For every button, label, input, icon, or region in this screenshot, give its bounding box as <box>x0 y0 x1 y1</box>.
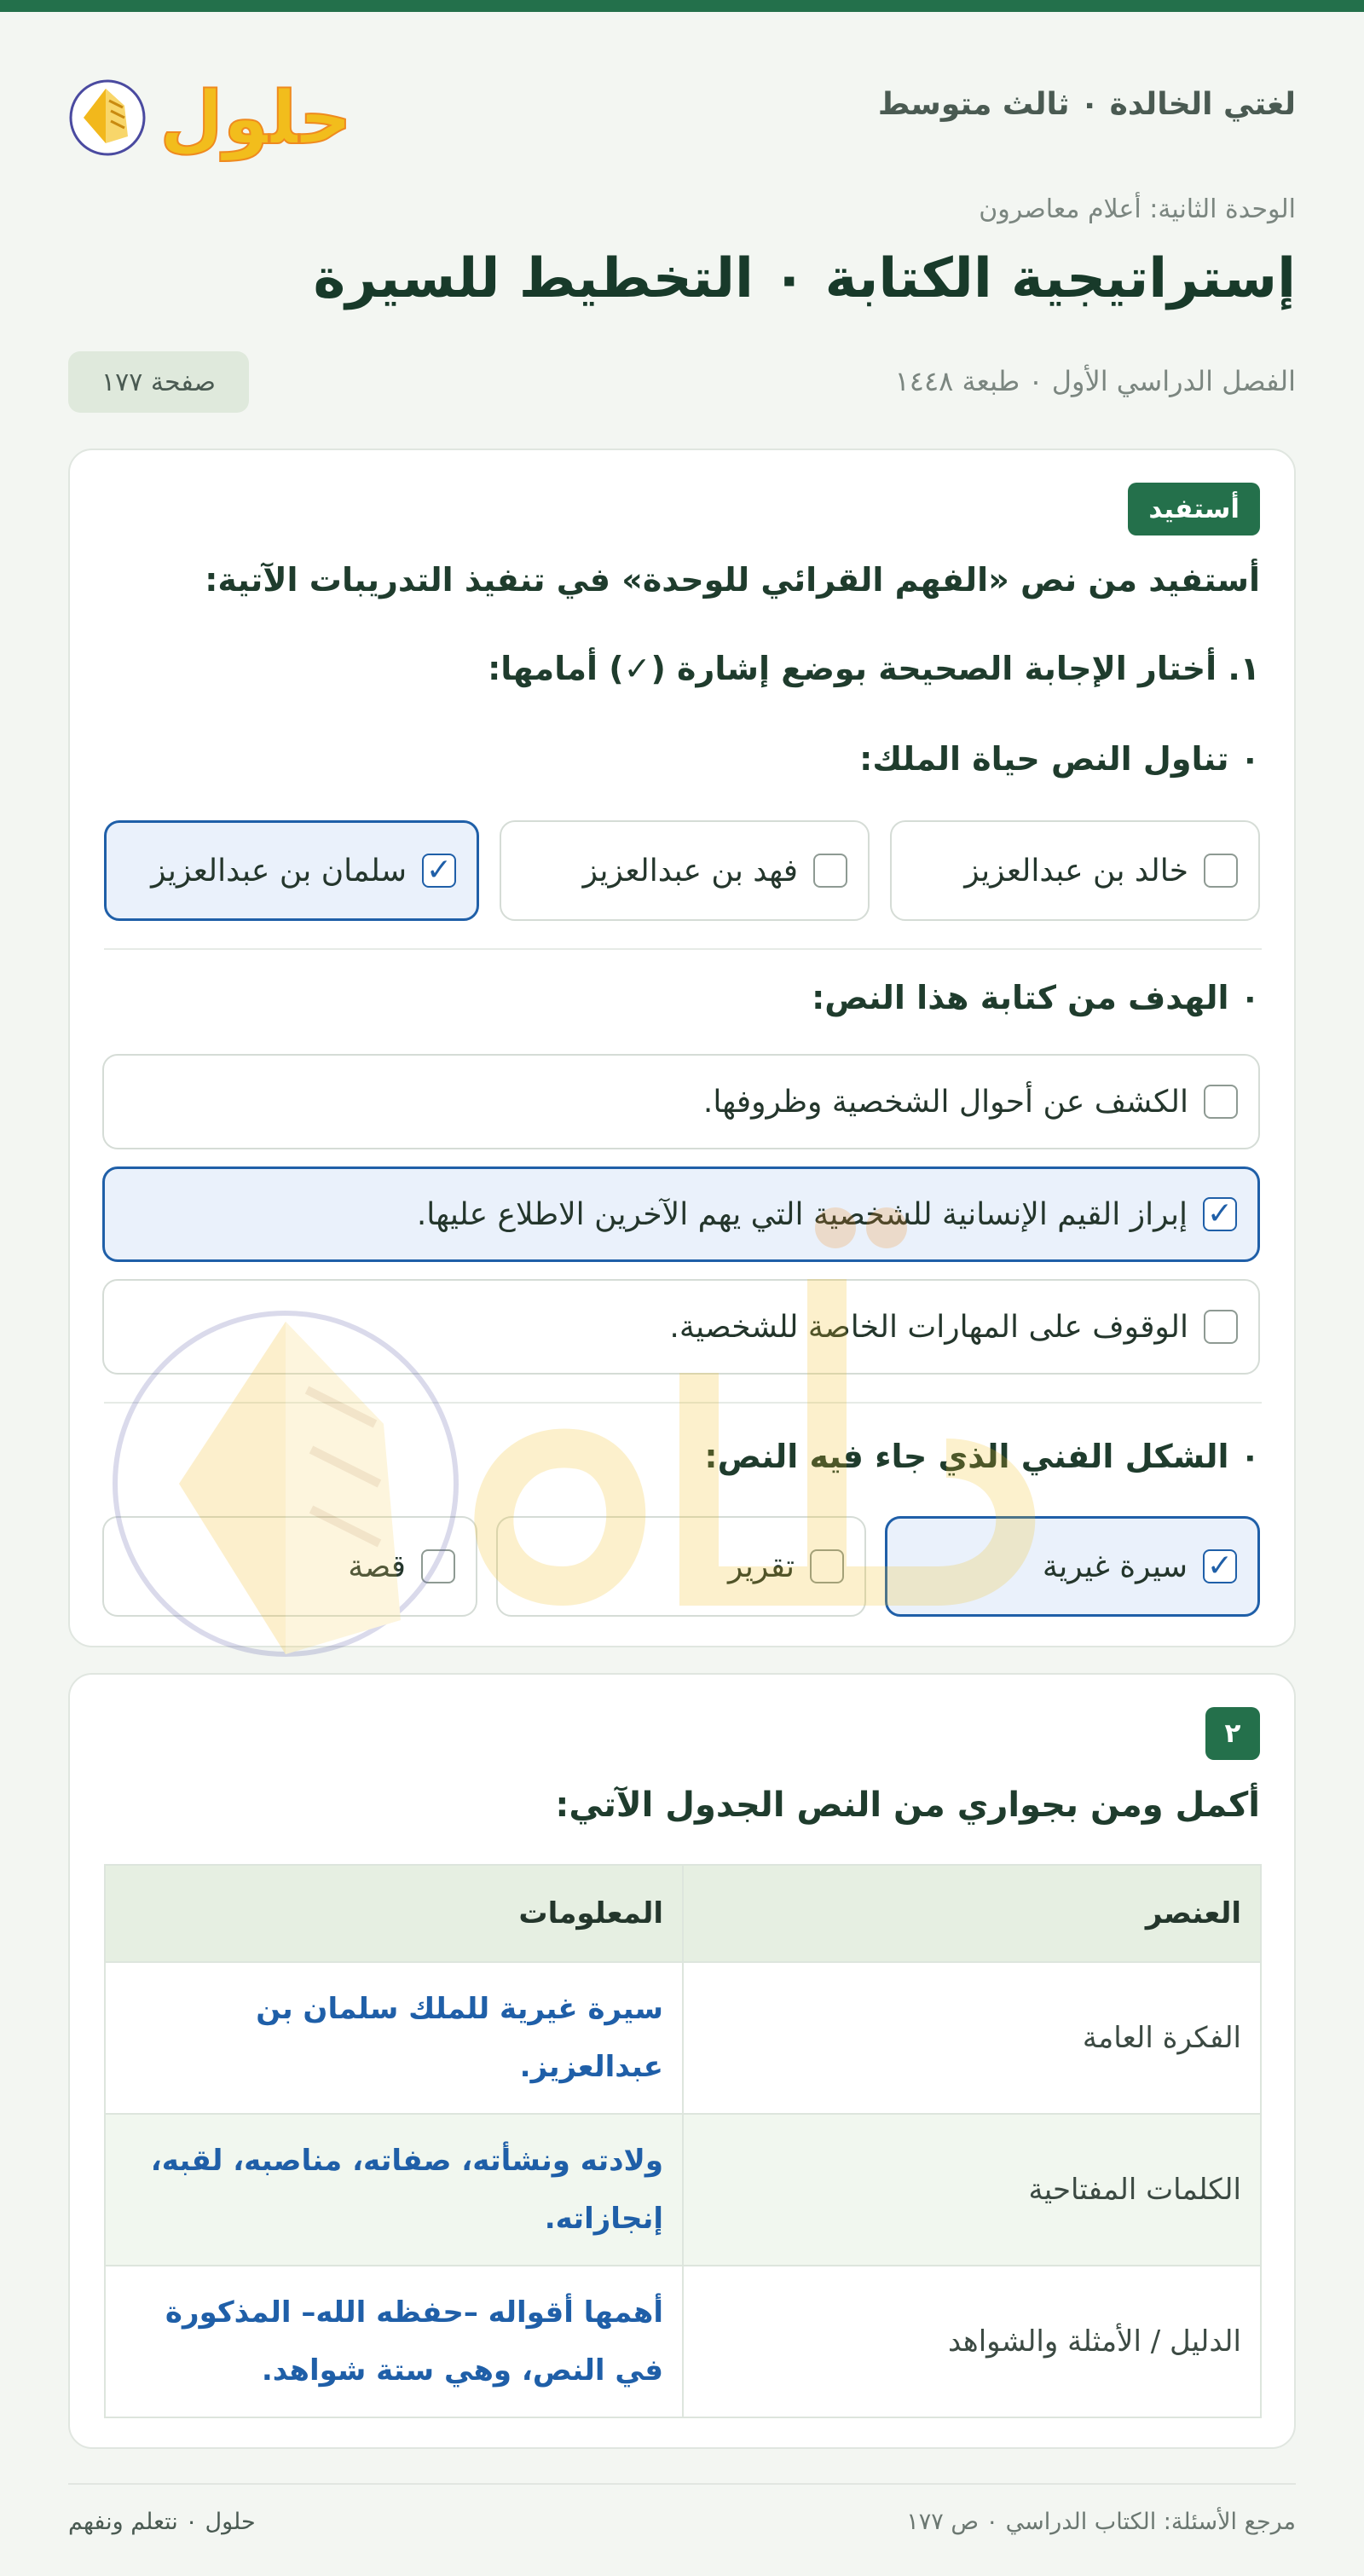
option-label: إبراز القيم الإنسانية للشخصية التي يهم الآخرين الاطلاع عليها. <box>416 1196 1188 1232</box>
checkbox-checked[interactable]: ✓ <box>1203 1197 1237 1231</box>
row-key: الدليل / الأمثلة والشواهد <box>683 2266 1261 2417</box>
term-edition-line: الفصل الدراسي الأول ٠ طبعة ١٤٤٨ <box>894 365 1296 397</box>
footer-tagline: حلول ٠ نتعلم ونفهم <box>68 2509 256 2535</box>
option-label: سلمان بن عبدالعزيز <box>151 853 407 889</box>
checkbox[interactable] <box>1204 1310 1238 1344</box>
question-king: ٠ تناول النص حياة الملك: <box>859 740 1260 778</box>
checkbox[interactable] <box>813 854 847 888</box>
checkbox[interactable] <box>421 1549 455 1583</box>
footer-divider <box>68 2483 1296 2485</box>
row-key: الفكرة العامة <box>683 1962 1261 2114</box>
table-prompt: أكمل ومن بجواري من النص الجدول الآتي: <box>555 1786 1260 1825</box>
exercise-card-table <box>68 1673 1296 2449</box>
brand-title: لغتي الخالدة ٠ ثالث متوسط <box>877 87 1296 122</box>
option-salman-selected[interactable] <box>104 820 479 921</box>
exercise-card-choose <box>68 449 1296 1647</box>
biography-plan-table <box>104 1864 1262 2418</box>
exercise-intro: أستفيد من نص «الفهم القرائي للوحدة» في تنفيذ التدريبات الآتية: <box>205 561 1260 599</box>
row-value: سيرة غيرية للملك سلمان بن عبدالعزيز. <box>105 1962 683 2114</box>
row-value: ولادته ونشأته، صفاته، مناصبه، لقبه، إنجازاته. <box>105 2114 683 2266</box>
checkbox[interactable] <box>1204 1085 1238 1119</box>
exercise-instruction: ١. أختار الإجابة الصحيحة بوضع إشارة (✓) أمامها: <box>488 650 1260 687</box>
option-fahd[interactable] <box>500 820 870 921</box>
section-number-badge: ٢ <box>1205 1707 1260 1760</box>
question-form: ٠ الشكل الفني الذي جاء فيه النص: <box>704 1438 1260 1475</box>
page-header <box>68 51 1296 162</box>
option-label: قصة <box>348 1548 406 1584</box>
option-reveal-conditions[interactable] <box>102 1054 1260 1149</box>
page-number-badge: صفحة ١٧٧ <box>68 351 249 413</box>
option-label: سيرة غيرية <box>1042 1548 1188 1584</box>
question-purpose: ٠ الهدف من كتابة هذا النص: <box>812 979 1260 1016</box>
checkbox-checked[interactable]: ✓ <box>1203 1549 1237 1583</box>
option-label: خالد بن عبدالعزيز <box>964 853 1188 889</box>
row-key: الكلمات المفتاحية <box>683 2114 1261 2266</box>
option-biography-selected[interactable] <box>885 1516 1260 1617</box>
question-divider <box>104 948 1262 950</box>
row-value: أهمها أقواله –حفظه الله– المذكورة في النص، وهي ستة شواهد. <box>105 2266 683 2417</box>
option-human-values-selected[interactable] <box>102 1166 1260 1262</box>
table-row <box>105 2114 1261 2266</box>
table-row <box>105 2266 1261 2417</box>
checkbox[interactable] <box>810 1549 844 1583</box>
table-row <box>105 1962 1261 2114</box>
page-title: إستراتيجية الكتابة ٠ التخطيط للسيرة <box>313 247 1296 310</box>
logo-wordmark: حلول <box>159 76 352 161</box>
top-accent-bar <box>0 0 1364 12</box>
column-header-info: المعلومات <box>105 1865 683 1962</box>
hulul-logo <box>68 58 352 161</box>
unit-subtitle: الوحدة الثانية: أعلام معاصرون <box>979 194 1296 224</box>
table-header-row <box>105 1865 1261 1962</box>
option-label: تقرير <box>728 1548 795 1584</box>
column-header-element: العنصر <box>683 1865 1261 1962</box>
option-label: الكشف عن أحوال الشخصية وظروفها. <box>702 1084 1188 1120</box>
option-skills[interactable] <box>102 1279 1260 1375</box>
checkbox[interactable] <box>1204 854 1238 888</box>
section-tag: أستفيد <box>1128 483 1260 535</box>
option-label: فهد بن عبدالعزيز <box>582 853 798 889</box>
footer-reference: مرجع الأسئلة: الكتاب الدراسي ٠ ص ١٧٧ <box>906 2509 1296 2535</box>
checkbox-checked[interactable]: ✓ <box>422 854 456 888</box>
option-khalid[interactable] <box>890 820 1260 921</box>
option-story[interactable] <box>102 1516 477 1617</box>
option-report[interactable] <box>496 1516 866 1617</box>
option-label: الوقوف على المهارات الخاصة للشخصية. <box>669 1309 1188 1345</box>
question-divider <box>104 1402 1262 1404</box>
